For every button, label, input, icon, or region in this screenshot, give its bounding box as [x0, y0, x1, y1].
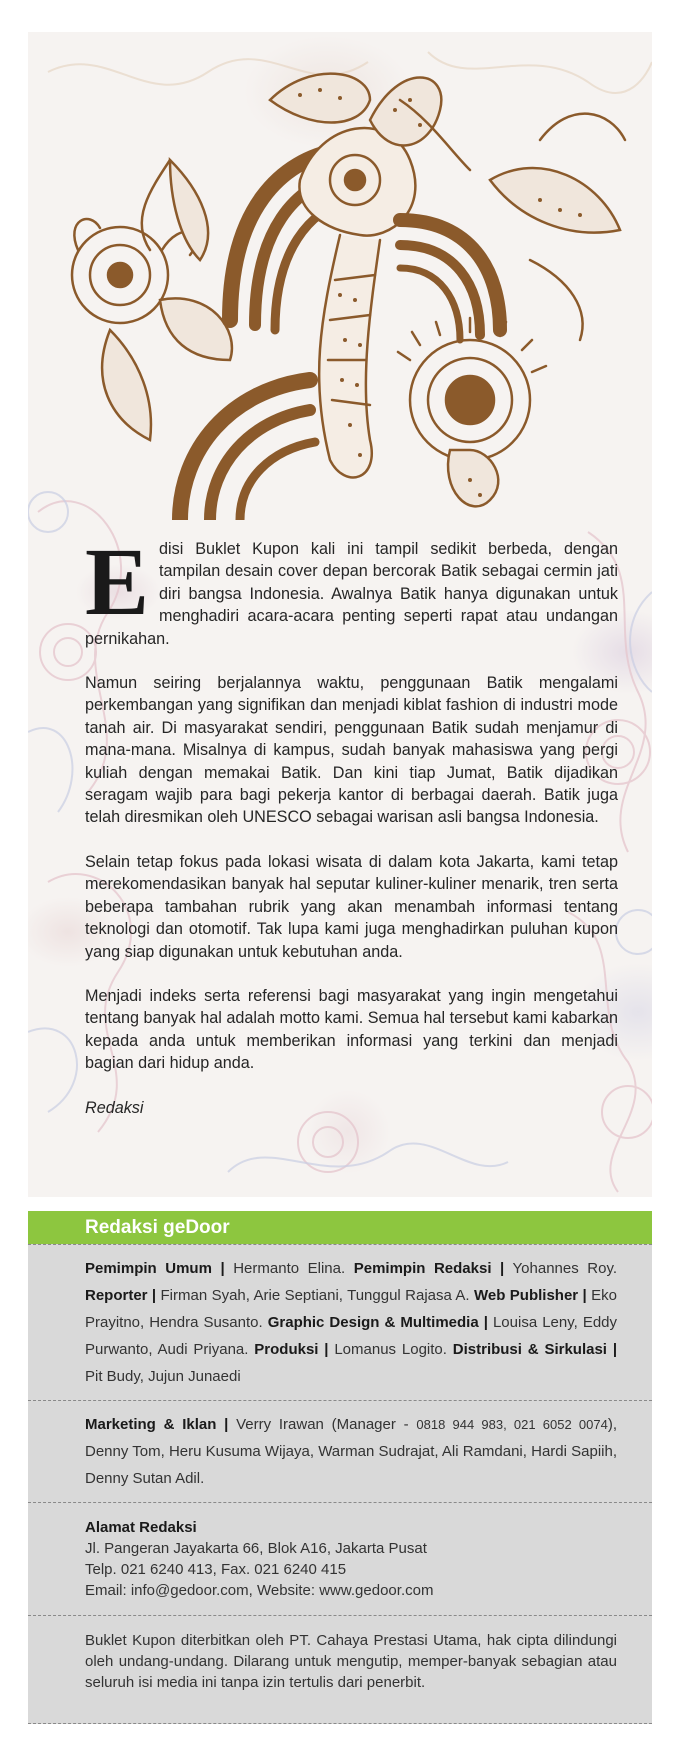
paragraph-3: Selain tetap fokus pada lokasi wisata di dalam kota Jakarta, kami tetap merekomendasikan banyak hal seputar kuliner-kuliner menarik, tren serta beberapa tambahan rubrik yang akan menambah informasi tentang teknologi dan otomotif. Tak lupa kami juga menghadirkan puluhan kupon yang siap digunakan untuk kebutuhan anda.	[85, 852, 618, 961]
editorial-article	[85, 528, 618, 1141]
reporter-label: Reporter |	[85, 1287, 157, 1304]
marketing-block	[28, 1400, 652, 1502]
paragraph-4: Menjadi indeks serta referensi bagi masyarakat yang ingin mengetahui tentang banyak hal adalah motto kami. Semua hal tersebut kami kabarkan kepada anda untuk memberikan informasi yang terkini dan menjadi bagian dari hidup anda.	[85, 986, 618, 1073]
dropcap: E	[85, 528, 150, 635]
paragraph-1-text: disi Buklet Kupon kali ini tampil sedikit berbeda, dengan tampilan desain cover depan bercorak Batik sebagai cermin jati diri bangsa Indonesia. Awalnya Batik hanya digunakan untuk menghadiri acara-acara penting seperti rapat atau undangan pernikahan.	[85, 540, 618, 648]
alamat-line-2: Telp. 021 6240 413, Fax. 021 6240 415	[85, 1561, 347, 1578]
credits-bottom-divider	[28, 1723, 652, 1724]
distribusi-label: Distribusi & Sirkulasi |	[452, 1341, 618, 1358]
credits-panel	[28, 1211, 652, 1724]
signature: Redaksi	[85, 1098, 144, 1117]
graphic: Louisa Leny, Eddy Purwanto, Audi Priyana.	[85, 1314, 618, 1358]
reporter: Firman Syah, Arie Septiani, Tunggul Rajasa A.	[160, 1287, 470, 1304]
pemimpin-redaksi: Yohannes Roy.	[512, 1260, 618, 1277]
pemimpin-umum: Hermanto Elina.	[233, 1260, 346, 1277]
marketing-name: Verry Irawan (Manager -	[236, 1416, 409, 1433]
copyright-notice: Buklet Kupon diterbitkan oleh PT. Cahaya Prestasi Utama, hak cipta dilindungi oleh undang-undang. Dilarang untuk mengutip, memper-banyak sebagian atau seluruh isi media ini tanpa izin tertulis dari penerbit.	[28, 1615, 652, 1703]
marketing-label: Marketing & Iklan |	[85, 1416, 229, 1433]
pemimpin-umum-label: Pemimpin Umum |	[85, 1260, 225, 1277]
credits-header: Redaksi geDoor	[28, 1211, 652, 1244]
pemimpin-redaksi-label: Pemimpin Redaksi |	[353, 1260, 505, 1277]
paragraph-1	[85, 528, 618, 650]
distribusi: Pit Budy, Jujun Junaedi	[85, 1368, 241, 1385]
staff-block	[28, 1244, 652, 1400]
address-block	[28, 1502, 652, 1615]
batik-floral-illustration	[70, 60, 640, 520]
paragraph-2: Namun seiring berjalannya waktu, penggunaan Batik mengalami perkembangan yang signifikan dan menjadi kiblat fashion di industri mode tanah air. Di masyarakat sendiri, penggunaan Batik sudah menjamur di mana-mana. Misalnya di kampus, sudah banyak mahasiswa yang pergi kuliah dengan memakai Batik. Dan kini tiap Jumat, Batik dijadikan seragam wajib para bagi pekerja kantor di berbagai daerah. Batik juga telah diresmikan oleh UNESCO sebagai warisan asli bangsa Indonesia.	[85, 674, 618, 827]
alamat-line-3: Email: info@gedoor.com, Website: www.gedoor.com	[85, 1582, 434, 1599]
web-publisher-label: Web Publisher |	[473, 1287, 587, 1304]
marketing-phone: 0818 944 983, 021 6052 0074	[416, 1417, 608, 1432]
alamat-line-1: Jl. Pangeran Jayakarta 66, Blok A16, Jakarta Pusat	[85, 1540, 427, 1557]
produksi: Lomanus Logito.	[334, 1341, 447, 1358]
web-publisher: Eko Prayitno, Hendra Susanto.	[85, 1287, 617, 1331]
produksi-label: Produksi |	[254, 1341, 329, 1358]
alamat-label: Alamat Redaksi	[85, 1519, 197, 1536]
marketing-rest: ), Denny Tom, Heru Kusuma Wijaya, Warman Sudrajat, Ali Ramdani, Hardi Sapiih, Denny Sutan Adil.	[85, 1416, 617, 1487]
graphic-label: Graphic Design & Multimedia |	[267, 1314, 488, 1331]
